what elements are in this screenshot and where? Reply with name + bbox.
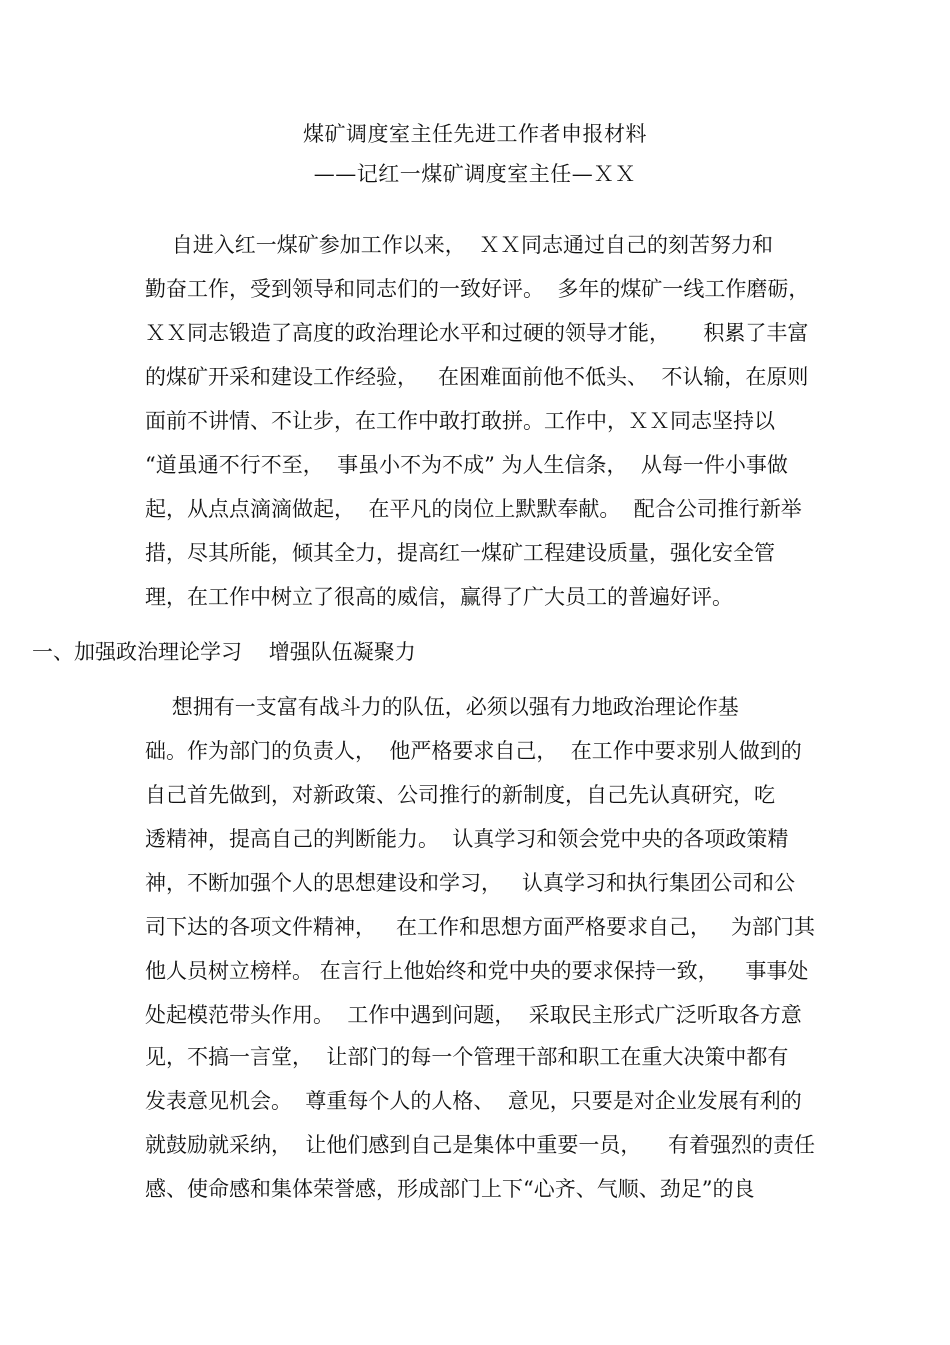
paragraph-line: 面前不讲情、不让步，在工作中敢打敢拼。工作中，ＸＸ同志坚持以 (145, 409, 775, 433)
paragraph-line: 措，尽其所能，倾其全力，提高红一煤矿工程建设质量，强化安全管 (145, 541, 775, 565)
section-heading: 一、加强政治理论学习 增强队伍凝聚力 (32, 640, 416, 664)
paragraph-line: 自己首先做到，对新政策、公司推行的新制度，自己先认真研究，吃 (145, 783, 775, 807)
paragraph-line: 处起模范带头作用。 工作中遇到问题， 采取民主形式广泛听取各方意 (145, 1003, 802, 1027)
paragraph-line: 感、使命感和集体荣誉感，形成部门上下“心齐、气顺、劲足”的良 (145, 1177, 755, 1201)
paragraph-line: 就鼓励就采纳， 让他们感到自己是集体中重要一员， 有着强烈的责任 (145, 1133, 816, 1157)
paragraph-line: 他人员树立榜样。 在言行上他始终和党中央的要求保持一致， 事事处 (145, 959, 809, 983)
document-title: 煤矿调度室主任先进工作者申报材料 (303, 122, 647, 146)
document-subtitle: ——记红一煤矿调度室主任—ＸＸ (313, 162, 637, 186)
paragraph-line: 础。作为部门的负责人， 他严格要求自己， 在工作中要求别人做到的 (145, 739, 802, 763)
paragraph-line: 勤奋工作，受到领导和同志们的一致好评。 多年的煤矿一线工作磨砺， (145, 277, 810, 301)
paragraph-line: 神，不断加强个人的思想建设和学习， 认真学习和执行集团公司和公 (145, 871, 796, 895)
paragraph-line: 见，不搞一言堂， 让部门的每一个管理干部和职工在重大决策中都有 (145, 1045, 789, 1069)
paragraph-line: “道虽通不行不至， 事虽小不为不成” 为人生信条， 从每一件小事做 (145, 453, 788, 477)
paragraph-line: 发表意见机会。 尊重每个人的人格、 意见，只要是对企业发展有利的 (145, 1089, 802, 1113)
paragraph-line: 的煤矿开采和建设工作经验， 在困难面前他不低头、 不认输，在原则 (145, 365, 809, 389)
paragraph-line: 自进入红一煤矿参加工作以来， ＸＸ同志通过自己的刻苦努力和 (145, 233, 774, 257)
paragraph-line: 司下达的各项文件精神， 在工作和思想方面严格要求自己， 为部门其 (145, 915, 816, 939)
paragraph-line: ＸＸ同志锻造了高度的政治理论水平和过硬的领导才能， 积累了丰富 (145, 321, 809, 345)
paragraph-line: 想拥有一支富有战斗力的队伍，必须以强有力地政治理论作基 (145, 695, 739, 719)
paragraph-line: 理，在工作中树立了很高的威信，赢得了广大员工的普遍好评。 (145, 585, 733, 609)
paragraph-line: 透精神，提高自己的判断能力。 认真学习和领会党中央的各项政策精 (145, 827, 789, 851)
paragraph-line: 起，从点点滴滴做起， 在平凡的岗位上默默奉献。 配合公司推行新举 (145, 497, 802, 521)
